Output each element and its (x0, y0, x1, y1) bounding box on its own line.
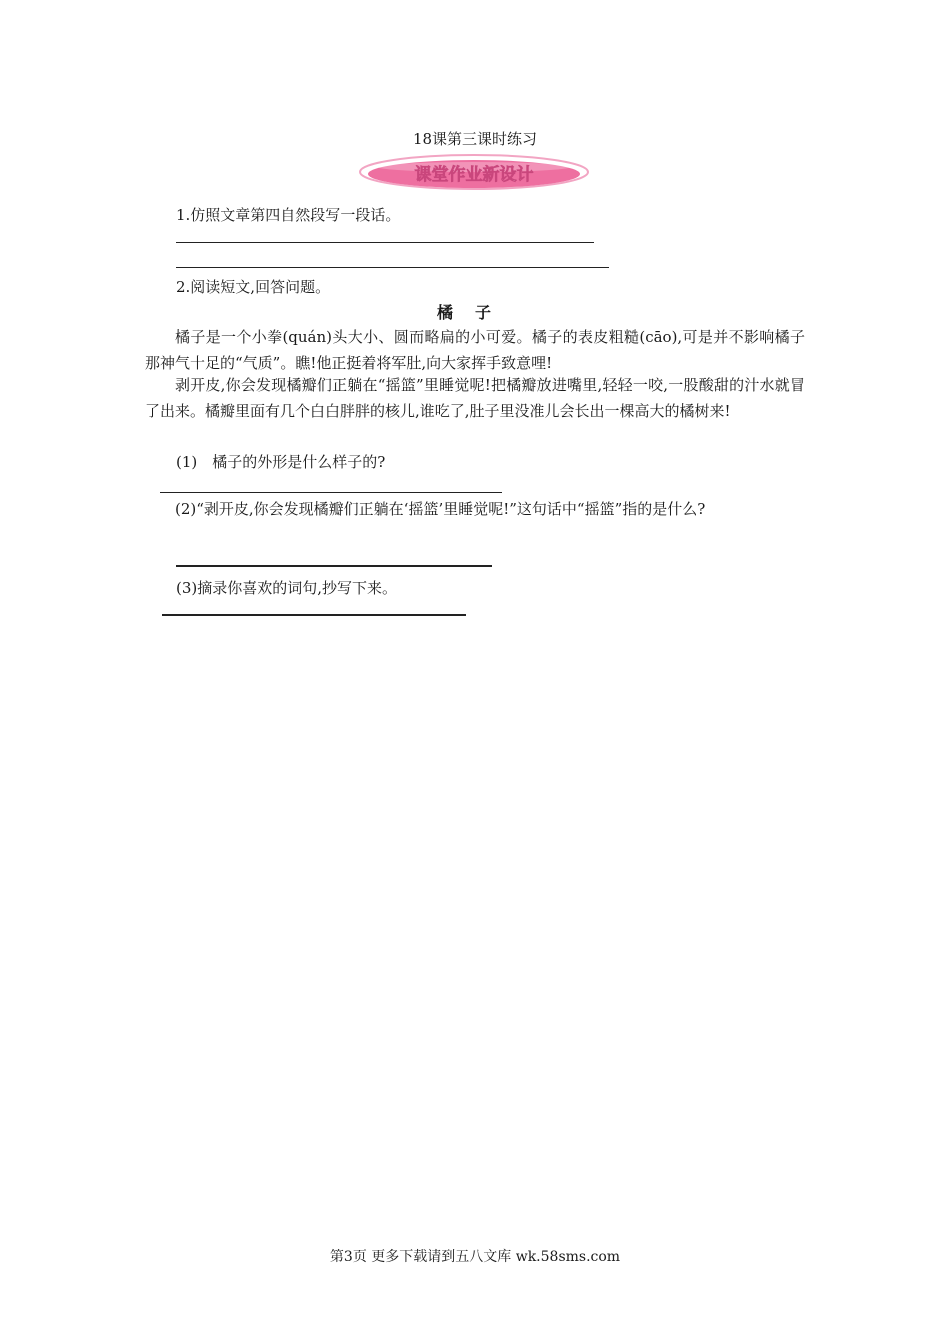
sub-question-2: (2)“剥开皮,你会发现橘瓣们正躺在‘摇篮’里睡觉呢!”这句话中“摇篮”指的是什么? (175, 500, 706, 518)
answer-line-s2[interactable] (176, 565, 492, 567)
lesson-title: 18课第三课时练习 (412, 130, 538, 148)
section-banner (358, 152, 590, 192)
answer-line-1b[interactable] (176, 267, 609, 268)
question-1: 1.仿照文章第四自然段写一段话。 (176, 206, 401, 224)
question-2: 2.阅读短文,回答问题。 (176, 278, 331, 296)
story-paragraph-2: 剥开皮,你会发现橘瓣们正躺在“摇篮”里睡觉呢!把橘瓣放进嘴里,轻轻一咬,一股酸甜的汁水就冒了出来。橘瓣里面有几个白白胖胖的核儿,谁吃了,肚子里没准儿会长出一棵高大的橘树来! (145, 376, 805, 420)
sub-question-3: (3)摘录你喜欢的词句,抄写下来。 (176, 579, 398, 597)
page-footer: 第3页 更多下载请到五八文库 wk.58sms.com (329, 1249, 621, 1265)
story-paragraph-1: 橘子是一个小拳(quán)头大小、圆而略扁的小可爱。橘子的表皮粗糙(cāo),可是并不影响橘子那神气十足的“气质”。瞧!他正挺着将军肚,向大家挥手致意哩! (145, 328, 805, 372)
banner-text: 课堂作业新设计 (414, 165, 534, 185)
banner-graphic (358, 152, 590, 192)
answer-line-s3[interactable] (162, 614, 466, 616)
answer-line-s1[interactable] (160, 492, 502, 493)
sub-question-1: (1) 橘子的外形是什么样子的? (176, 453, 386, 471)
story-title: 橘子 (436, 303, 513, 322)
answer-line-1a[interactable] (176, 242, 594, 243)
